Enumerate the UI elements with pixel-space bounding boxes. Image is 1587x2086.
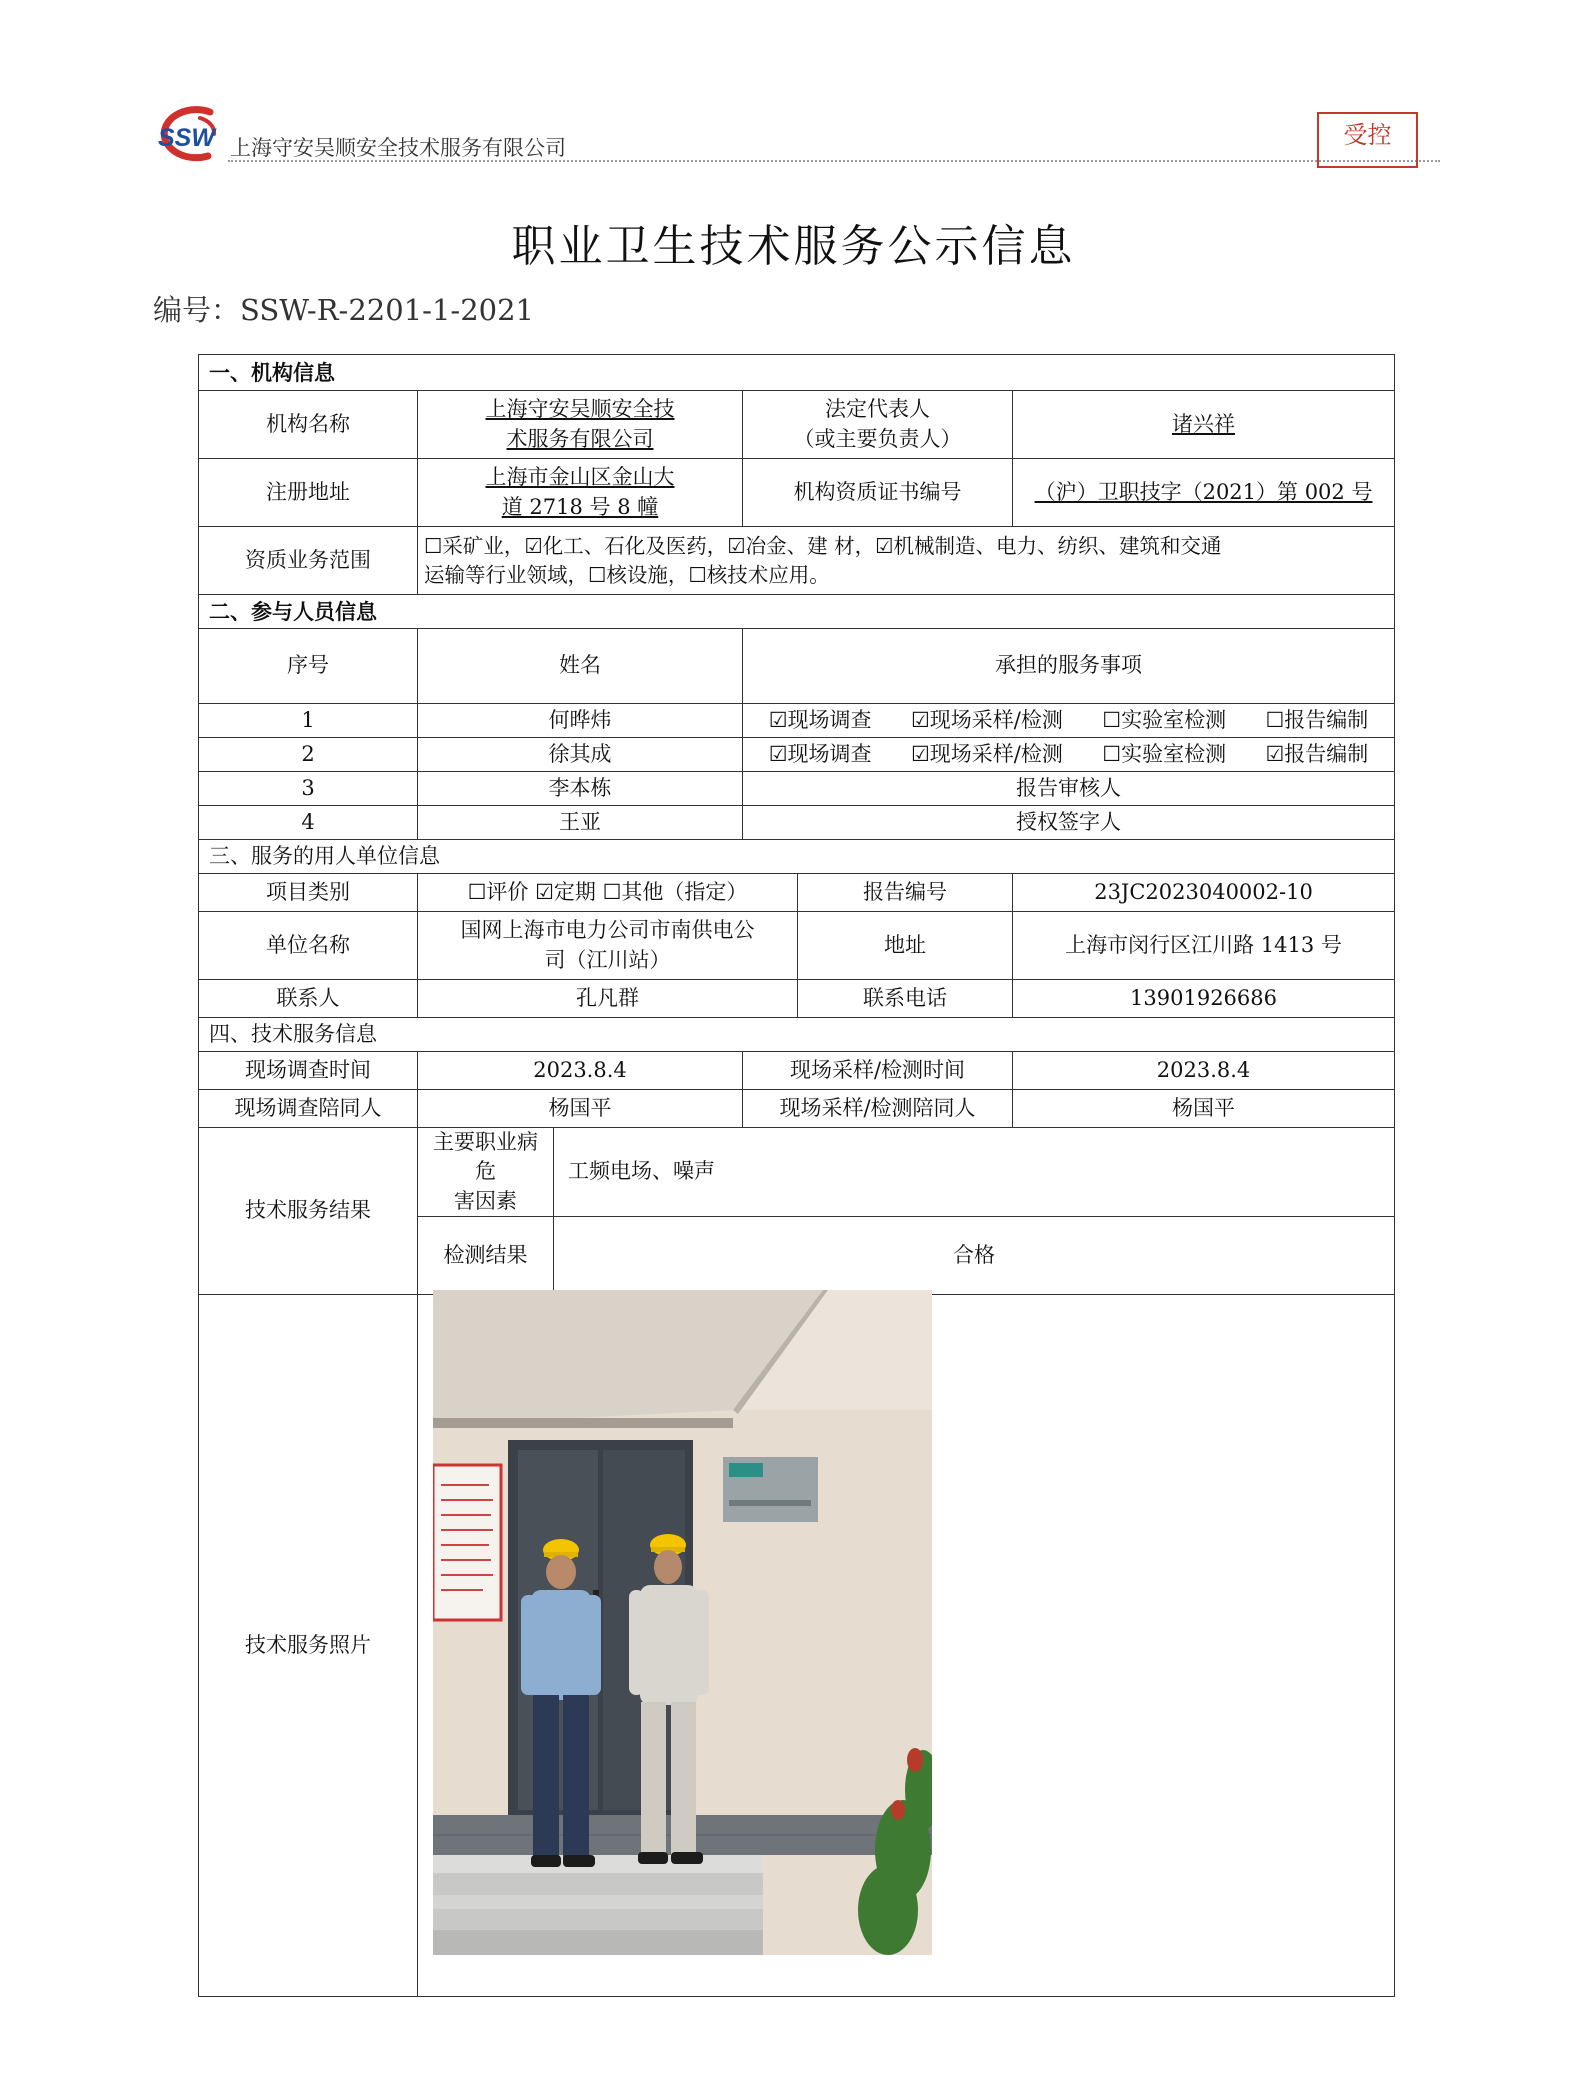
address-line1: 上海市金山区金山大	[485, 465, 675, 490]
table-row	[199, 772, 1395, 806]
page-header	[148, 98, 1440, 168]
legal-rep-value	[1013, 391, 1395, 459]
report-number-value: 23JC2023040002-10	[1013, 874, 1395, 912]
org-name-value	[418, 391, 743, 459]
unit-address-value: 上海市闵行区江川路 1413 号	[1013, 912, 1395, 980]
task-lab-testing: ☐实验室检测	[1102, 707, 1227, 732]
project-type-label: 项目类别	[199, 874, 418, 912]
table-row	[199, 806, 1395, 840]
scope-value	[418, 527, 1395, 595]
task-field-survey: ☑现场调查	[768, 707, 872, 732]
unit-name-line1: 国网上海市电力公司市南供电公	[460, 918, 755, 943]
staff-tasks	[743, 738, 1395, 772]
staff-tasks	[743, 704, 1395, 738]
table-row	[199, 738, 1395, 772]
org-name-label: 机构名称	[199, 391, 418, 459]
logo-text: SSW	[158, 124, 215, 152]
section-staff-heading: 二、参与人员信息	[199, 595, 1395, 629]
staff-name: 李本栋	[418, 772, 743, 806]
task-report-writing: ☑报告编制	[1265, 741, 1369, 766]
section-service-heading: 四、技术服务信息	[199, 1018, 1395, 1052]
staff-number: 2	[199, 738, 418, 772]
service-photo	[433, 1290, 932, 1955]
org-name-line1: 上海守安吴顺安全技	[485, 397, 675, 422]
contact-value: 孔凡群	[418, 980, 798, 1018]
col-name-header: 姓名	[418, 629, 743, 704]
unit-address-label: 地址	[798, 912, 1013, 980]
contact-label: 联系人	[199, 980, 418, 1018]
task-field-sampling: ☑现场采样/检测	[910, 741, 1063, 766]
project-type-value: ☐评价 ☑定期 ☐其他（指定）	[418, 874, 798, 912]
org-name-line2: 术服务有限公司	[506, 426, 654, 451]
staff-number: 1	[199, 704, 418, 738]
task-field-sampling: ☑现场采样/检测	[910, 707, 1063, 732]
phone-label: 联系电话	[798, 980, 1013, 1018]
address-line2: 道 2718 号 8 幢	[501, 494, 659, 519]
section-org-heading: 一、机构信息	[199, 355, 1395, 391]
survey-time-label: 现场调查时间	[199, 1052, 418, 1090]
hazard-label	[418, 1128, 554, 1217]
document-number: 编号：SSW-R-2201-1-2021	[153, 293, 535, 327]
scope-line2: 运输等行业领域，☐核设施，☐核技术应用。	[424, 562, 830, 587]
address-label: 注册地址	[199, 459, 418, 527]
cert-number: （沪）卫职技字（2021）第 002 号	[1034, 479, 1373, 504]
sampling-escort-label: 现场采样/检测陪同人	[743, 1090, 1013, 1128]
cert-value	[1013, 459, 1395, 527]
test-result-value: 合格	[554, 1217, 1395, 1295]
survey-escort-label: 现场调查陪同人	[199, 1090, 418, 1128]
hazard-value: 工频电场、噪声	[554, 1128, 1395, 1217]
header-divider	[228, 160, 1440, 162]
staff-number: 4	[199, 806, 418, 840]
staff-role: 授权签字人	[743, 806, 1395, 840]
staff-name: 徐其成	[418, 738, 743, 772]
task-field-survey: ☑现场调查	[768, 741, 872, 766]
legal-rep-name: 诸兴祥	[1172, 411, 1236, 436]
col-number-header: 序号	[199, 629, 418, 704]
photo-label: 技术服务照片	[199, 1295, 418, 1997]
hazard-label-line2: 害因素	[454, 1188, 517, 1213]
staff-name: 王亚	[418, 806, 743, 840]
col-tasks-header: 承担的服务事项	[743, 629, 1395, 704]
legal-rep-label-line1: 法定代表人	[825, 397, 930, 422]
task-report-writing: ☐报告编制	[1265, 707, 1369, 732]
legal-rep-label-line2: （或主要负责人）	[793, 426, 962, 451]
page-title: 职业卫生技术服务公示信息	[511, 221, 1076, 272]
controlled-stamp: 受控	[1317, 112, 1418, 168]
unit-name-label: 单位名称	[199, 912, 418, 980]
sampling-time-value: 2023.8.4	[1013, 1052, 1395, 1090]
table-row	[199, 704, 1395, 738]
sampling-escort-value: 杨国平	[1013, 1090, 1395, 1128]
phone-value: 13901926686	[1013, 980, 1395, 1018]
legal-rep-label	[743, 391, 1013, 459]
section-client-heading: 三、服务的用人单位信息	[199, 840, 1395, 874]
scope-label: 资质业务范围	[199, 527, 418, 595]
staff-role: 报告审核人	[743, 772, 1395, 806]
task-lab-testing: ☐实验室检测	[1102, 741, 1227, 766]
survey-escort-value: 杨国平	[418, 1090, 743, 1128]
staff-name: 何晔炜	[418, 704, 743, 738]
company-name: 上海守安吴顺安全技术服务有限公司	[230, 136, 566, 160]
survey-time-value: 2023.8.4	[418, 1052, 743, 1090]
hazard-label-line1: 主要职业病危	[433, 1130, 538, 1184]
result-label: 技术服务结果	[199, 1128, 418, 1295]
unit-name-line2: 司（江川站）	[544, 947, 671, 972]
report-number-label: 报告编号	[798, 874, 1013, 912]
scope-line1: ☐采矿业，☑化工、石化及医药，☑冶金、建 材，☑机械制造、电力、纺织、建筑和交通	[424, 533, 1222, 558]
sampling-time-label: 现场采样/检测时间	[743, 1052, 1013, 1090]
company-logo	[148, 98, 228, 168]
photo-illustration	[433, 1290, 932, 1955]
address-value	[418, 459, 743, 527]
staff-number: 3	[199, 772, 418, 806]
cert-label: 机构资质证书编号	[743, 459, 1013, 527]
unit-name-value	[418, 912, 798, 980]
test-result-label: 检测结果	[418, 1217, 554, 1295]
